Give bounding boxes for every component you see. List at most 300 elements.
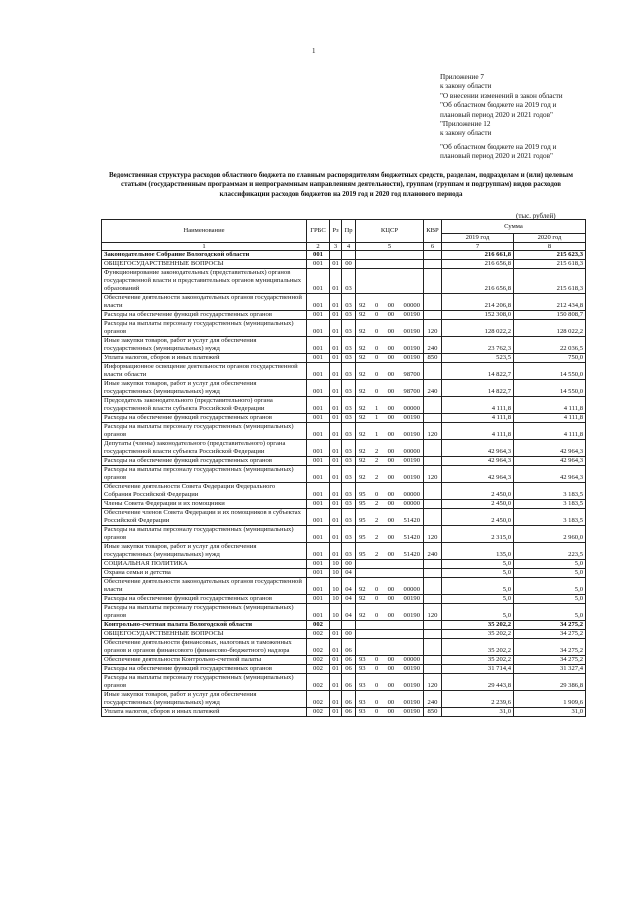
table-row	[102, 457, 586, 466]
row-kvr-cell	[424, 578, 442, 595]
kcsr-parts	[358, 491, 421, 499]
row-grbs-cell: 002	[307, 665, 330, 674]
row-pr-cell: 03	[342, 397, 356, 414]
kcsr-part: 93	[359, 665, 366, 672]
row-sum-2019-cell: 5,0	[442, 595, 514, 604]
table-row	[102, 423, 586, 440]
kcsr-part: 0	[374, 371, 379, 378]
row-sum-2020-cell: 3 183,5	[514, 500, 586, 509]
row-kcsr-cell	[356, 423, 424, 440]
row-sum-2020-cell: 14 550,0	[514, 380, 586, 397]
row-sum-2020-cell: 31,0	[514, 708, 586, 717]
kcsr-part: 92	[359, 371, 366, 378]
row-sum-2020-cell: 5,0	[514, 569, 586, 578]
units-label: (тыс. рублей)	[516, 212, 556, 220]
row-name-cell: Иные закупки товаров, работ и услуг для обеспечения государственных (муниципальных) нужд	[102, 337, 307, 354]
row-pr-cell: 03	[342, 457, 356, 466]
row-kcsr-cell	[356, 483, 424, 500]
document-title: Ведомственная структура расходов областного бюджета по главным распорядителям бюджетных средств, разделам, подразделам и (или) целевым статьям (государственным программам и непрограммным направлениям деятельности), группам (группам и подгруппам) видов расходов классификации расходов бюджетов на 2019 год и 2020 год планового периода	[108, 171, 574, 198]
row-pr-cell	[342, 621, 356, 630]
kcsr-part: 92	[359, 311, 366, 318]
kcsr-part: 00	[387, 414, 395, 421]
kcsr-part: 00	[387, 699, 395, 706]
row-grbs-cell: 001	[307, 397, 330, 414]
row-kvr-cell	[424, 630, 442, 639]
row-sum-2019-cell: 14 822,7	[442, 380, 514, 397]
col-number: 7	[442, 243, 514, 251]
kcsr-parts	[358, 405, 421, 413]
row-name-cell: ОБЩЕГОСУДАРСТВЕННЫЕ ВОПРОСЫ	[102, 260, 307, 269]
kcsr-parts	[358, 586, 421, 594]
kcsr-parts	[358, 457, 421, 465]
row-kvr-cell	[424, 251, 442, 260]
row-rz-cell: 10	[330, 578, 342, 595]
table-row	[102, 397, 586, 414]
row-grbs-cell: 001	[307, 457, 330, 466]
row-sum-2019-cell: 42 964,3	[442, 457, 514, 466]
row-kcsr-cell	[356, 656, 424, 665]
kcsr-part: 98700	[403, 371, 420, 378]
row-name-cell: Расходы на выплаты персоналу государственных (муниципальных) органов	[102, 423, 307, 440]
row-name-cell: Законодательное Собрание Вологодской области	[102, 251, 307, 260]
row-rz-cell: 01	[330, 457, 342, 466]
row-pr-cell: 03	[342, 414, 356, 423]
row-pr-cell: 03	[342, 509, 356, 526]
table-row	[102, 630, 586, 639]
kcsr-part: 00	[387, 448, 395, 455]
row-rz-cell: 10	[330, 595, 342, 604]
appendix-line: к закону области	[440, 82, 492, 91]
kcsr-parts	[358, 534, 421, 542]
row-rz-cell: 01	[330, 294, 342, 311]
row-rz-cell: 01	[330, 440, 342, 457]
kcsr-parts	[358, 414, 421, 422]
kcsr-part: 00190	[403, 328, 420, 335]
row-name-cell: Иные закупки товаров, работ и услуг для обеспечения государственных (муниципальных) нужд	[102, 691, 307, 708]
row-grbs-cell: 001	[307, 380, 330, 397]
row-kcsr-cell	[356, 251, 424, 260]
kcsr-part: 00	[387, 328, 395, 335]
kcsr-part: 93	[359, 708, 366, 715]
row-sum-2020-cell: 34 275,2	[514, 621, 586, 630]
row-pr-cell: 03	[342, 380, 356, 397]
row-sum-2019-cell: 5,0	[442, 604, 514, 621]
kcsr-part: 92	[359, 328, 366, 335]
row-sum-2019-cell: 216 656,8	[442, 269, 514, 294]
kcsr-part: 92	[359, 457, 366, 464]
appendix-line: к закону области	[440, 129, 492, 138]
kcsr-part: 2	[374, 534, 379, 541]
kcsr-part: 0	[374, 328, 379, 335]
kcsr-parts	[358, 665, 421, 673]
row-name-cell: Иные закупки товаров, работ и услуг для обеспечения государственных (муниципальных) нужд	[102, 380, 307, 397]
kcsr-parts	[358, 682, 421, 690]
row-kvr-cell	[424, 414, 442, 423]
row-kvr-cell: 240	[424, 337, 442, 354]
row-kvr-cell	[424, 621, 442, 630]
row-grbs-cell: 002	[307, 639, 330, 656]
kcsr-part: 00000	[403, 302, 420, 309]
row-name-cell: ОБЩЕГОСУДАРСТВЕННЫЕ ВОПРОСЫ	[102, 630, 307, 639]
row-name-cell: Обеспечение деятельности Совета Федерации Федерального Собрания Российской Федерации	[102, 483, 307, 500]
row-rz-cell: 01	[330, 397, 342, 414]
row-grbs-cell: 001	[307, 269, 330, 294]
row-name-cell: Расходы на выплаты персоналу государственных (муниципальных) органов	[102, 466, 307, 483]
kcsr-part: 00190	[403, 708, 420, 715]
kcsr-part: 95	[359, 491, 366, 498]
kcsr-part: 0	[374, 586, 379, 593]
row-name-cell: Уплата налогов, сборов и иных платежей	[102, 354, 307, 363]
row-name-cell: Расходы на выплаты персоналу государственных (муниципальных) органов	[102, 320, 307, 337]
kcsr-part: 0	[374, 682, 379, 689]
kcsr-part: 00	[387, 491, 395, 498]
kcsr-part: 00	[387, 345, 395, 352]
kcsr-part: 00190	[403, 354, 420, 361]
row-kcsr-cell	[356, 320, 424, 337]
row-sum-2020-cell: 2 960,0	[514, 526, 586, 543]
row-pr-cell: 04	[342, 595, 356, 604]
table-row	[102, 543, 586, 560]
kcsr-part: 00190	[403, 457, 420, 464]
row-rz-cell: 01	[330, 665, 342, 674]
kcsr-part: 00	[387, 665, 395, 672]
row-kvr-cell	[424, 440, 442, 457]
row-kcsr-cell	[356, 440, 424, 457]
kcsr-part: 92	[359, 354, 366, 361]
row-pr-cell: 00	[342, 260, 356, 269]
kcsr-part: 00	[387, 311, 395, 318]
row-kcsr-cell	[356, 560, 424, 569]
row-kvr-cell	[424, 569, 442, 578]
row-rz-cell: 01	[330, 656, 342, 665]
kcsr-part: 2	[374, 448, 379, 455]
row-pr-cell	[342, 251, 356, 260]
kcsr-part: 93	[359, 699, 366, 706]
kcsr-part: 00190	[403, 414, 420, 421]
row-kvr-cell: 120	[424, 526, 442, 543]
row-kcsr-cell	[356, 639, 424, 656]
row-kcsr-cell	[356, 269, 424, 294]
row-rz-cell: 01	[330, 380, 342, 397]
header-2020: 2020 год	[514, 234, 586, 243]
row-grbs-cell: 002	[307, 691, 330, 708]
row-sum-2019-cell: 214 206,8	[442, 294, 514, 311]
appendix-line: "Приложение 12	[440, 120, 491, 129]
row-kcsr-cell	[356, 500, 424, 509]
kcsr-part: 0	[374, 345, 379, 352]
kcsr-part: 92	[359, 302, 366, 309]
kcsr-part: 93	[359, 682, 366, 689]
row-grbs-cell: 001	[307, 578, 330, 595]
kcsr-part: 00190	[403, 612, 420, 619]
kcsr-part: 00	[387, 708, 395, 715]
kcsr-part: 00000	[403, 656, 420, 663]
row-kvr-cell: 240	[424, 691, 442, 708]
header-rz: Рз	[330, 220, 342, 243]
table-row	[102, 363, 586, 380]
kcsr-part: 0	[374, 491, 379, 498]
row-sum-2020-cell: 4 111,8	[514, 414, 586, 423]
kcsr-parts	[358, 388, 421, 396]
kcsr-part: 00000	[403, 448, 420, 455]
row-pr-cell: 03	[342, 483, 356, 500]
row-name-cell: Уплата налогов, сборов и иных платежей	[102, 708, 307, 717]
row-kcsr-cell	[356, 621, 424, 630]
row-sum-2019-cell: 2 450,0	[442, 500, 514, 509]
kcsr-part: 00	[387, 354, 395, 361]
row-kvr-cell	[424, 500, 442, 509]
row-rz-cell: 01	[330, 483, 342, 500]
row-kcsr-cell	[356, 380, 424, 397]
row-sum-2019-cell: 35 202,2	[442, 656, 514, 665]
kcsr-part: 00190	[403, 665, 420, 672]
row-pr-cell: 04	[342, 578, 356, 595]
row-grbs-cell: 001	[307, 509, 330, 526]
row-rz-cell: 01	[330, 543, 342, 560]
row-sum-2019-cell: 14 822,7	[442, 363, 514, 380]
row-pr-cell: 03	[342, 423, 356, 440]
kcsr-part: 00	[387, 457, 395, 464]
row-rz-cell: 10	[330, 604, 342, 621]
table-row	[102, 260, 586, 269]
row-name-cell: Председатель законодательного (представительного) органа государственной власти субъекта Российской Федерации	[102, 397, 307, 414]
kcsr-part: 1	[374, 431, 379, 438]
row-pr-cell: 03	[342, 311, 356, 320]
row-name-cell: Члены Совета Федерации и их помощники	[102, 500, 307, 509]
row-rz-cell: 01	[330, 320, 342, 337]
kcsr-part: 00	[387, 431, 395, 438]
kcsr-parts	[358, 328, 421, 336]
kcsr-part: 92	[359, 405, 366, 412]
kcsr-part: 92	[359, 431, 366, 438]
kcsr-parts	[358, 474, 421, 482]
row-pr-cell: 04	[342, 569, 356, 578]
row-sum-2020-cell: 4 111,8	[514, 423, 586, 440]
kcsr-parts	[358, 708, 421, 716]
row-grbs-cell: 001	[307, 560, 330, 569]
row-grbs-cell: 001	[307, 466, 330, 483]
row-sum-2020-cell: 5,0	[514, 560, 586, 569]
row-name-cell: Депутаты (члены) законодательного (представительного) органа государственной власти субъекта Российской Федерации	[102, 440, 307, 457]
row-kvr-cell	[424, 269, 442, 294]
row-pr-cell: 04	[342, 604, 356, 621]
table-row	[102, 656, 586, 665]
kcsr-part: 00	[387, 595, 395, 602]
kcsr-parts	[358, 311, 421, 319]
kcsr-parts	[358, 431, 421, 439]
row-sum-2019-cell: 23 762,3	[442, 337, 514, 354]
row-name-cell: СОЦИАЛЬНАЯ ПОЛИТИКА	[102, 560, 307, 569]
kcsr-part: 00	[387, 612, 395, 619]
row-kvr-cell	[424, 509, 442, 526]
row-sum-2020-cell: 150 808,7	[514, 311, 586, 320]
row-kvr-cell: 120	[424, 674, 442, 691]
row-grbs-cell: 001	[307, 526, 330, 543]
row-kcsr-cell	[356, 569, 424, 578]
row-kcsr-cell	[356, 509, 424, 526]
row-name-cell: Расходы на обеспечение функций государственных органов	[102, 311, 307, 320]
kcsr-parts	[358, 448, 421, 456]
row-grbs-cell: 001	[307, 320, 330, 337]
row-pr-cell: 03	[342, 269, 356, 294]
row-name-cell: Расходы на выплаты персоналу государственных (муниципальных) органов	[102, 674, 307, 691]
row-sum-2019-cell: 4 111,8	[442, 414, 514, 423]
row-rz-cell: 01	[330, 466, 342, 483]
row-grbs-cell: 001	[307, 294, 330, 311]
row-sum-2019-cell: 5,0	[442, 578, 514, 595]
row-kcsr-cell	[356, 354, 424, 363]
table-row	[102, 320, 586, 337]
row-sum-2020-cell: 4 111,8	[514, 397, 586, 414]
row-sum-2019-cell: 2 450,0	[442, 509, 514, 526]
row-kcsr-cell	[356, 595, 424, 604]
row-grbs-cell: 002	[307, 708, 330, 717]
kcsr-part: 0	[374, 656, 379, 663]
kcsr-part: 92	[359, 612, 366, 619]
row-kvr-cell	[424, 397, 442, 414]
kcsr-parts	[358, 656, 421, 664]
kcsr-part: 00000	[403, 500, 420, 507]
row-name-cell: Обеспечение деятельности законодательных органов государственной власти	[102, 578, 307, 595]
kcsr-part: 00000	[403, 491, 420, 498]
kcsr-part: 00000	[403, 405, 420, 412]
kcsr-part: 2	[374, 457, 379, 464]
row-kvr-cell	[424, 363, 442, 380]
row-kcsr-cell	[356, 526, 424, 543]
row-sum-2020-cell: 14 550,0	[514, 363, 586, 380]
kcsr-parts	[358, 517, 421, 525]
row-grbs-cell: 001	[307, 569, 330, 578]
row-pr-cell: 06	[342, 665, 356, 674]
row-sum-2020-cell: 223,5	[514, 543, 586, 560]
row-grbs-cell: 001	[307, 260, 330, 269]
row-name-cell: Обеспечение деятельности Контрольно-счетной палаты	[102, 656, 307, 665]
row-kvr-cell	[424, 311, 442, 320]
row-sum-2019-cell: 35 202,2	[442, 621, 514, 630]
row-name-cell: Обеспечение членов Совета Федерации и их помощников в субъектах Российской Федерации	[102, 509, 307, 526]
kcsr-part: 51420	[403, 551, 420, 558]
row-kvr-cell: 120	[424, 466, 442, 483]
row-grbs-cell: 001	[307, 543, 330, 560]
row-kcsr-cell	[356, 708, 424, 717]
kcsr-part: 95	[359, 534, 366, 541]
row-pr-cell: 03	[342, 466, 356, 483]
row-kcsr-cell	[356, 260, 424, 269]
row-name-cell: Функционирование законодательных (представительных) органов государственной власти и представительных органов муниципальных образований	[102, 269, 307, 294]
table-row	[102, 569, 586, 578]
row-kvr-cell: 120	[424, 604, 442, 621]
kcsr-part: 00	[387, 371, 395, 378]
row-name-cell: Обеспечение деятельности законодательных органов государственной власти	[102, 294, 307, 311]
row-name-cell: Информационное освещение деятельности органов государственной власти области	[102, 363, 307, 380]
row-sum-2020-cell: 42 964,3	[514, 457, 586, 466]
row-kvr-cell	[424, 665, 442, 674]
row-sum-2020-cell: 5,0	[514, 604, 586, 621]
col-number: 2	[307, 243, 330, 251]
kcsr-part: 00	[387, 586, 395, 593]
row-name-cell: Обеспечение деятельности финансовых, налоговых и таможенных органов и органов финансового (финансово-бюджетного) надзора	[102, 639, 307, 656]
table-row	[102, 526, 586, 543]
kcsr-part: 93	[359, 656, 366, 663]
header-sum: Сумма	[442, 220, 586, 234]
row-rz-cell: 01	[330, 354, 342, 363]
kcsr-part: 2	[374, 517, 379, 524]
row-pr-cell: 06	[342, 656, 356, 665]
row-name-cell: Контрольно-счетная палата Вологодской области	[102, 621, 307, 630]
appendix-line: Приложение 7	[440, 73, 484, 81]
kcsr-part: 00	[387, 388, 395, 395]
kcsr-part: 1	[374, 414, 379, 421]
row-kcsr-cell	[356, 363, 424, 380]
row-kcsr-cell	[356, 457, 424, 466]
row-grbs-cell: 001	[307, 354, 330, 363]
kcsr-parts	[358, 354, 421, 362]
kcsr-part: 2	[374, 474, 379, 481]
row-sum-2020-cell: 34 275,2	[514, 630, 586, 639]
row-pr-cell: 00	[342, 560, 356, 569]
row-kvr-cell: 240	[424, 380, 442, 397]
appendix-line: "О внесении изменений в закон области	[440, 91, 563, 100]
row-sum-2019-cell: 5,0	[442, 560, 514, 569]
table-row	[102, 674, 586, 691]
table-row	[102, 639, 586, 656]
kcsr-parts	[358, 371, 421, 379]
kcsr-part: 00190	[403, 345, 420, 352]
row-kcsr-cell	[356, 414, 424, 423]
row-kcsr-cell	[356, 466, 424, 483]
row-sum-2019-cell: 2 450,0	[442, 483, 514, 500]
kcsr-part: 2	[374, 500, 379, 507]
row-name-cell: Расходы на выплаты персоналу государственных (муниципальных) органов	[102, 604, 307, 621]
row-sum-2020-cell: 3 183,5	[514, 483, 586, 500]
row-kvr-cell	[424, 260, 442, 269]
kcsr-part: 00000	[403, 586, 420, 593]
row-rz-cell: 01	[330, 630, 342, 639]
kcsr-part: 2	[374, 551, 379, 558]
row-sum-2020-cell: 3 183,5	[514, 509, 586, 526]
table-row	[102, 269, 586, 294]
kcsr-part: 00	[387, 656, 395, 663]
row-sum-2020-cell: 5,0	[514, 595, 586, 604]
kcsr-part: 00190	[403, 595, 420, 602]
table-row	[102, 337, 586, 354]
row-grbs-cell: 001	[307, 251, 330, 260]
row-grbs-cell: 001	[307, 337, 330, 354]
row-pr-cell: 03	[342, 363, 356, 380]
appendix-line: "Об областном бюджете на 2019 год и	[440, 101, 557, 110]
kcsr-part: 00	[387, 551, 395, 558]
budget-table	[101, 219, 586, 717]
row-sum-2019-cell: 31,0	[442, 708, 514, 717]
row-rz-cell: 01	[330, 639, 342, 656]
table-row	[102, 483, 586, 500]
row-sum-2020-cell: 215 623,3	[514, 251, 586, 260]
row-sum-2020-cell: 42 964,3	[514, 440, 586, 457]
row-rz-cell: 01	[330, 674, 342, 691]
row-sum-2019-cell: 31 714,4	[442, 665, 514, 674]
kcsr-part: 95	[359, 551, 366, 558]
col-number: 6	[424, 243, 442, 251]
table-row	[102, 509, 586, 526]
row-sum-2019-cell: 523,5	[442, 354, 514, 363]
row-pr-cell: 03	[342, 543, 356, 560]
kcsr-part: 00190	[403, 311, 420, 318]
table-row	[102, 466, 586, 483]
row-sum-2020-cell: 29 386,8	[514, 674, 586, 691]
row-rz-cell: 10	[330, 560, 342, 569]
kcsr-part: 0	[374, 665, 379, 672]
row-kvr-cell	[424, 639, 442, 656]
